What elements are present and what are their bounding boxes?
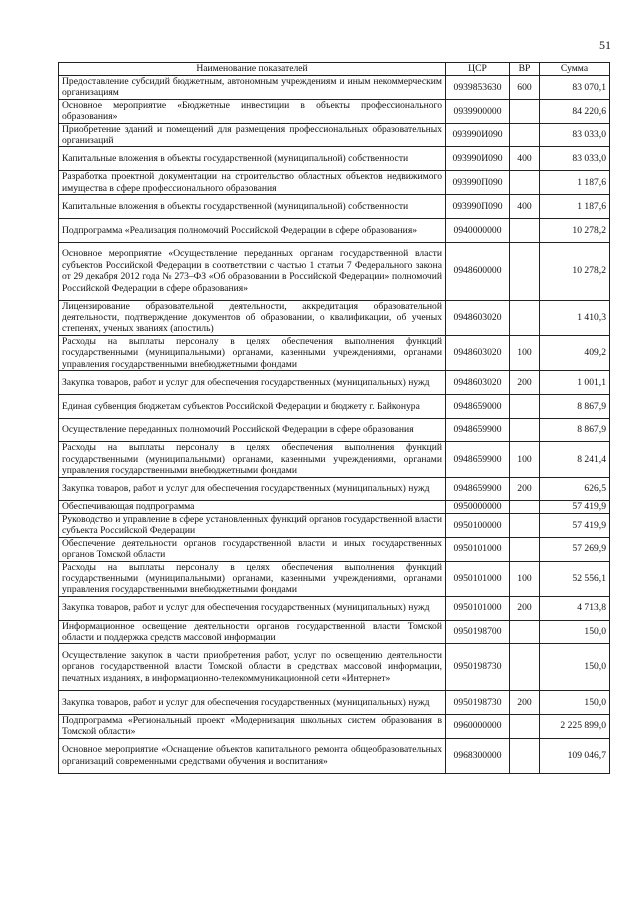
row-sum: 8 241,4 bbox=[540, 442, 610, 477]
page-number: 51 bbox=[599, 38, 611, 52]
row-csr: 0950100000 bbox=[446, 513, 510, 537]
row-sum: 409,2 bbox=[540, 335, 610, 370]
row-sum: 150,0 bbox=[540, 690, 610, 714]
row-name: Расходы на выплаты персоналу в целях обеспечения выполнения функций государственными (муниципальными) органами, казенными учреждениями, органами управления государственными внебюджетными фондами bbox=[59, 561, 446, 596]
row-name: Лицензирование образовательной деятельности, аккредитация образовательной деятельности, подтверждение документов об образовании, о квалификации, об ученых степенях, ученых званиях (апостиль) bbox=[59, 300, 446, 335]
row-name: Капитальные вложения в объекты государственной (муниципальной) собственности bbox=[59, 195, 446, 219]
row-sum: 150,0 bbox=[540, 644, 610, 691]
table-row bbox=[59, 218, 610, 242]
table-row bbox=[59, 561, 610, 596]
row-sum: 83 033,0 bbox=[540, 123, 610, 147]
row-sum: 84 220,6 bbox=[540, 99, 610, 123]
row-vr: 400 bbox=[510, 147, 540, 171]
row-csr: 0960000000 bbox=[446, 714, 510, 738]
table-row bbox=[59, 371, 610, 395]
row-sum: 626,5 bbox=[540, 477, 610, 501]
row-name: Закупка товаров, работ и услуг для обеспечения государственных (муниципальных) нужд bbox=[59, 477, 446, 501]
row-csr: 0939900000 bbox=[446, 99, 510, 123]
header-vr: ВР bbox=[510, 63, 540, 76]
row-sum: 57 419,9 bbox=[540, 501, 610, 513]
row-name: Закупка товаров, работ и услуг для обеспечения государственных (муниципальных) нужд bbox=[59, 371, 446, 395]
table-row bbox=[59, 242, 610, 300]
row-name: Приобретение зданий и помещений для размещения профессиональных образовательных организаций bbox=[59, 123, 446, 147]
row-name: Обеспечение деятельности органов государственной власти и иных государственных органов Томской области bbox=[59, 537, 446, 561]
row-name: Основное мероприятие «Бюджетные инвестиции в объекты профессионального образования» bbox=[59, 99, 446, 123]
table-row bbox=[59, 195, 610, 219]
row-csr: 0948659900 bbox=[446, 418, 510, 442]
row-vr bbox=[510, 242, 540, 300]
row-csr: 0948603020 bbox=[446, 300, 510, 335]
row-vr: 100 bbox=[510, 442, 540, 477]
row-name: Основное мероприятие «Осуществление переданных органам государственной власти субъектов Российской Федерации в соответствии с частью 1 статьи 7 Федерального закона от 29 декабря 2012 года № 273–ФЗ «Об образовании в Российской Федерации» полномочий Российской Федерации в сфере образования» bbox=[59, 242, 446, 300]
row-vr: 100 bbox=[510, 335, 540, 370]
row-csr: 0950198700 bbox=[446, 620, 510, 644]
row-csr: 093990П090 bbox=[446, 171, 510, 195]
table-row bbox=[59, 738, 610, 773]
row-sum: 109 046,7 bbox=[540, 738, 610, 773]
row-name: Разработка проектной документации на строительство областных объектов недвижимого имущества в сфере профессионального образования bbox=[59, 171, 446, 195]
table-row bbox=[59, 714, 610, 738]
row-sum: 4 713,8 bbox=[540, 596, 610, 620]
row-vr bbox=[510, 171, 540, 195]
row-csr: 0950101000 bbox=[446, 561, 510, 596]
row-vr: 200 bbox=[510, 371, 540, 395]
row-name: Основное мероприятие «Оснащение объектов капитального ремонта общеобразовательных организаций современными средствами обучения и воспитания» bbox=[59, 738, 446, 773]
row-vr bbox=[510, 501, 540, 513]
table-row bbox=[59, 477, 610, 501]
row-vr: 200 bbox=[510, 690, 540, 714]
table-row bbox=[59, 171, 610, 195]
table-row bbox=[59, 513, 610, 537]
row-name: Обеспечивающая подпрограмма bbox=[59, 501, 446, 513]
table-body bbox=[59, 76, 610, 774]
row-sum: 1 187,6 bbox=[540, 171, 610, 195]
table-row bbox=[59, 123, 610, 147]
table-header-row bbox=[59, 63, 610, 76]
row-sum: 10 278,2 bbox=[540, 242, 610, 300]
table-row bbox=[59, 644, 610, 691]
row-vr bbox=[510, 123, 540, 147]
header-sum: Сумма bbox=[540, 63, 610, 76]
row-name: Руководство и управление в сфере установленных функций органов государственной власти субъекта Российской Федерации bbox=[59, 513, 446, 537]
row-csr: 0950198730 bbox=[446, 644, 510, 691]
row-name: Капитальные вложения в объекты государственной (муниципальной) собственности bbox=[59, 147, 446, 171]
row-csr: 0968300000 bbox=[446, 738, 510, 773]
table-row bbox=[59, 147, 610, 171]
row-vr bbox=[510, 418, 540, 442]
row-csr: 0939853630 bbox=[446, 76, 510, 100]
row-name: Информационное освещение деятельности органов государственной власти Томской области и поддержка средств массовой информации bbox=[59, 620, 446, 644]
row-vr bbox=[510, 714, 540, 738]
budget-table bbox=[58, 62, 610, 774]
row-vr bbox=[510, 644, 540, 691]
row-csr: 093990П090 bbox=[446, 195, 510, 219]
row-csr: 0950198730 bbox=[446, 690, 510, 714]
row-csr: 0948603020 bbox=[446, 335, 510, 370]
row-vr bbox=[510, 537, 540, 561]
row-sum: 1 410,3 bbox=[540, 300, 610, 335]
table-row bbox=[59, 394, 610, 418]
row-vr bbox=[510, 394, 540, 418]
row-csr: 0948600000 bbox=[446, 242, 510, 300]
header-csr: ЦСР bbox=[446, 63, 510, 76]
row-csr: 093990И090 bbox=[446, 147, 510, 171]
row-vr bbox=[510, 738, 540, 773]
row-sum: 1 001,1 bbox=[540, 371, 610, 395]
table-row bbox=[59, 418, 610, 442]
row-vr: 600 bbox=[510, 76, 540, 100]
row-name: Расходы на выплаты персоналу в целях обеспечения выполнения функций государственными (муниципальными) органами, казенными учреждениями, органами управления государственными внебюджетными фондами bbox=[59, 335, 446, 370]
row-name: Подпрограмма «Реализация полномочий Российской Федерации в сфере образования» bbox=[59, 218, 446, 242]
row-name: Подпрограмма «Региональный проект «Модернизация школьных систем образования в Томской области» bbox=[59, 714, 446, 738]
row-sum: 1 187,6 bbox=[540, 195, 610, 219]
table-row bbox=[59, 537, 610, 561]
row-csr: 0950101000 bbox=[446, 537, 510, 561]
row-sum: 10 278,2 bbox=[540, 218, 610, 242]
row-name: Предоставление субсидий бюджетным, автономным учреждениям и иным некоммерческим организациям bbox=[59, 76, 446, 100]
header-name: Наименование показателей bbox=[59, 63, 446, 76]
row-vr bbox=[510, 300, 540, 335]
row-vr bbox=[510, 513, 540, 537]
row-name: Закупка товаров, работ и услуг для обеспечения государственных (муниципальных) нужд bbox=[59, 690, 446, 714]
row-vr bbox=[510, 620, 540, 644]
row-vr: 400 bbox=[510, 195, 540, 219]
row-vr: 200 bbox=[510, 596, 540, 620]
table-row bbox=[59, 501, 610, 513]
table-row bbox=[59, 596, 610, 620]
row-vr: 200 bbox=[510, 477, 540, 501]
row-sum: 83 033,0 bbox=[540, 147, 610, 171]
row-sum: 83 070,1 bbox=[540, 76, 610, 100]
row-csr: 0948603020 bbox=[446, 371, 510, 395]
row-csr: 0950101000 bbox=[446, 596, 510, 620]
row-name: Осуществление закупок в части приобретения работ, услуг по освещению деятельности органов государственной власти Томской области в средствах массовой информации, печатных изданиях, в информационно-телекоммуникационной сети «Интернет» bbox=[59, 644, 446, 691]
table-row bbox=[59, 335, 610, 370]
row-csr: 0940000000 bbox=[446, 218, 510, 242]
row-sum: 150,0 bbox=[540, 620, 610, 644]
table-row bbox=[59, 99, 610, 123]
row-vr: 100 bbox=[510, 561, 540, 596]
row-sum: 8 867,9 bbox=[540, 418, 610, 442]
table-row bbox=[59, 300, 610, 335]
row-name: Закупка товаров, работ и услуг для обеспечения государственных (муниципальных) нужд bbox=[59, 596, 446, 620]
row-csr: 0948659000 bbox=[446, 394, 510, 418]
row-csr: 0950000000 bbox=[446, 501, 510, 513]
row-name: Осуществление переданных полномочий Российской Федерации в сфере образования bbox=[59, 418, 446, 442]
row-csr: 093990И090 bbox=[446, 123, 510, 147]
row-csr: 0948659900 bbox=[446, 442, 510, 477]
table-row bbox=[59, 690, 610, 714]
row-sum: 57 269,9 bbox=[540, 537, 610, 561]
table-row bbox=[59, 76, 610, 100]
table-row bbox=[59, 620, 610, 644]
row-sum: 57 419,9 bbox=[540, 513, 610, 537]
table-row bbox=[59, 442, 610, 477]
row-csr: 0948659900 bbox=[446, 477, 510, 501]
row-sum: 52 556,1 bbox=[540, 561, 610, 596]
row-name: Расходы на выплаты персоналу в целях обеспечения выполнения функций государственными (муниципальными) органами, казенными учреждениями, органами управления государственными внебюджетными фондами bbox=[59, 442, 446, 477]
row-vr bbox=[510, 218, 540, 242]
row-name: Единая субвенция бюджетам субъектов Российской Федерации и бюджету г. Байконура bbox=[59, 394, 446, 418]
row-sum: 8 867,9 bbox=[540, 394, 610, 418]
row-sum: 2 225 899,0 bbox=[540, 714, 610, 738]
row-vr bbox=[510, 99, 540, 123]
